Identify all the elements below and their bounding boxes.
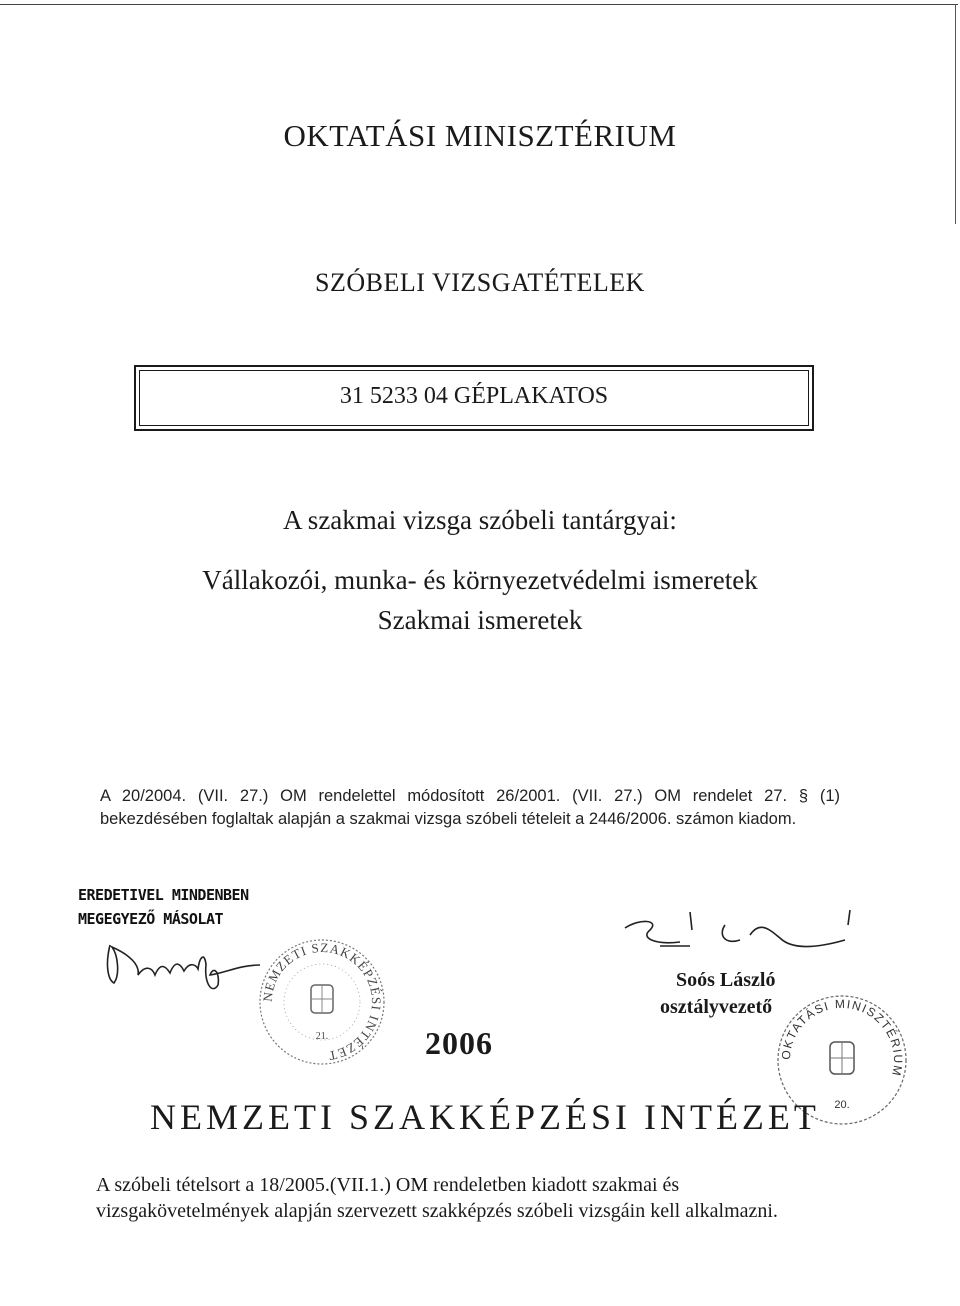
subject-item: Vállakozói, munka- és környezetvédelmi ismeretek — [202, 565, 758, 595]
certification-stamp-line1: EREDETIVEL MINDENBEN — [78, 886, 249, 904]
year: 2006 — [425, 1025, 493, 1061]
subjects-heading: A szakmai vizsga szóbeli tantárgyai: — [283, 505, 677, 535]
seal-number: 21. — [315, 1031, 329, 1042]
institute-seal — [255, 935, 390, 1070]
seal-ring-text: NEMZETI SZAKKÉPZÉSI INTÉZET — [259, 939, 385, 1064]
page-edge-right — [955, 4, 956, 224]
footer-paragraph: A szóbeli tételsort a 18/2005.(VII.1.) OM rendeletben kiadott szakmai és vizsgakövetelmények alapján szervezett szakképzés szóbeli vizsgáin kell alkalmazni. — [96, 1174, 778, 1222]
signer-title: osztályvezető — [660, 996, 773, 1018]
certifier-signature — [100, 935, 270, 1005]
qualification-box — [134, 365, 814, 431]
signer-name: Soós László — [676, 969, 776, 991]
signer-signature — [620, 900, 870, 970]
ministry-heading: OKTATÁSI MINISZTÉRIUM — [283, 118, 677, 153]
qualification-title: 31 5233 04 GÉPLAKATOS — [339, 383, 609, 409]
exam-title: SZÓBELI VIZSGATÉTELEK — [315, 268, 645, 297]
certification-stamp-line2: MEGEGYEZŐ MÁSOLAT — [78, 910, 224, 928]
institute-name: NEMZETI SZAKKÉPZÉSI INTÉZET — [150, 1097, 820, 1137]
legal-paragraph: A 20/2004. (VII. 27.) OM rendelettel módosított 26/2001. (VII. 27.) OM rendelet 27. § (1) bekezdésében foglaltak alapján a szakmai vizsga szóbeli tételeit a 2446/2006. számon kiadom. — [100, 787, 840, 828]
stamp-ring-text: OKTATÁSI MINISZTÉRIUM — [778, 996, 906, 1079]
stamp-number: 20. — [834, 1099, 850, 1111]
page-edge-top — [0, 4, 958, 5]
subject-item: Szakmai ismeretek — [377, 605, 583, 635]
